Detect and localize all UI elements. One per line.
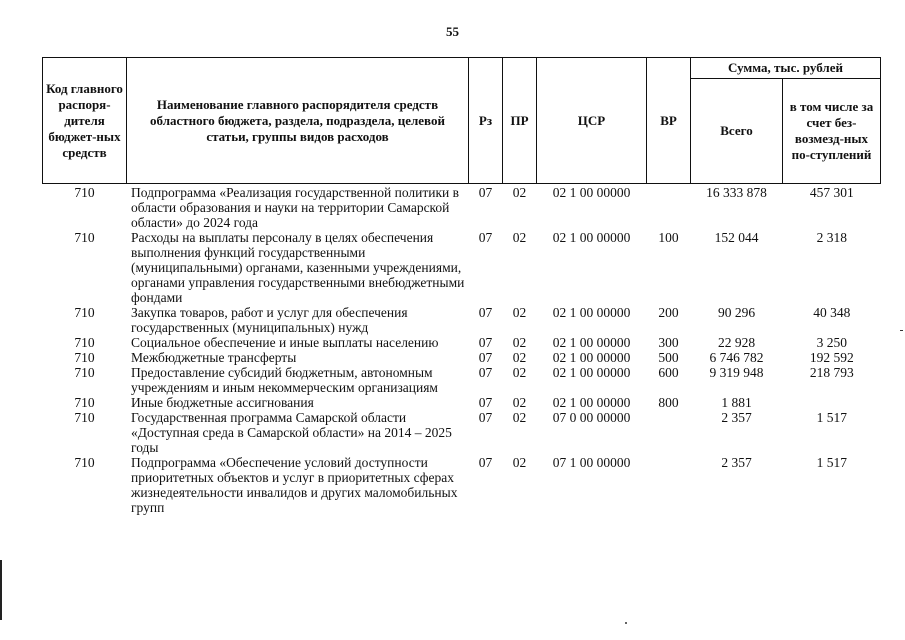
header-name: Наименование главного распорядителя средств областного бюджета, раздела, подраздела, целевой статьи, группы видов расходов [127, 58, 469, 184]
cell-code: 710 [74, 185, 95, 200]
cell-code: 710 [74, 230, 95, 245]
header-code: Код главного распоря-дителя бюджет-ных средств [43, 58, 127, 184]
table-row [43, 184, 881, 231]
cell-csr: 02 1 00 00000 [552, 185, 631, 200]
cell-code: 710 [74, 335, 95, 350]
header-pr: ПР [503, 58, 537, 184]
cell-csr: 02 1 00 00000 [552, 395, 631, 410]
cell-name: Подпрограмма «Обеспечение условий доступности приоритетных объектов и услуг в приоритетных сферах жизнедеятельности инвалидов и других маломобильных групп [131, 455, 458, 515]
header-rz: Рз [469, 58, 503, 184]
table-row [43, 230, 881, 305]
cell-pr: 02 [512, 335, 527, 350]
table-row [43, 455, 881, 515]
cell-total: 2 357 [721, 410, 752, 425]
cell-csr: 07 0 00 00000 [552, 410, 631, 425]
cell-vr [647, 410, 691, 455]
cell-csr: 02 1 00 00000 [552, 365, 631, 380]
cell-total: 6 746 782 [709, 350, 764, 365]
cell-rz: 07 [478, 365, 493, 380]
cell-pr: 02 [512, 365, 527, 380]
cell-total: 22 928 [717, 335, 756, 350]
cell-vr: 600 [658, 365, 679, 380]
scan-edge-mark [0, 560, 2, 620]
cell-incl: 40 348 [813, 305, 851, 320]
cell-rz: 07 [478, 455, 493, 470]
page-number: 55 [446, 24, 459, 39]
header-total: Всего [691, 79, 783, 184]
cell-csr: 02 1 00 00000 [552, 230, 631, 245]
header-incl: в том числе за счет без-возмезд-ных по-ступлений [783, 79, 881, 184]
budget-table [42, 57, 881, 515]
cell-pr: 02 [512, 350, 527, 365]
table-row [43, 350, 881, 365]
cell-incl: 2 318 [816, 230, 847, 245]
table-body [43, 184, 881, 516]
cell-code: 710 [74, 350, 95, 365]
cell-incl [783, 395, 881, 410]
cell-incl: 1 517 [816, 410, 847, 425]
cell-vr: 500 [658, 350, 679, 365]
cell-vr: 200 [658, 305, 679, 320]
cell-rz: 07 [478, 395, 493, 410]
cell-rz: 07 [478, 335, 493, 350]
scan-dot [625, 622, 627, 624]
cell-vr [647, 184, 691, 231]
cell-name: Предоставление субсидий бюджетным, автономным учреждениям и иным некоммерческим организациям [131, 365, 438, 395]
cell-pr: 02 [512, 305, 527, 320]
cell-rz: 07 [478, 230, 493, 245]
cell-name: Государственная программа Самарской области «Доступная среда в Самарской области» на 2014 – 2025 годы [131, 410, 452, 455]
cell-rz: 07 [478, 410, 493, 425]
table-row [43, 365, 881, 395]
cell-total: 152 044 [714, 230, 759, 245]
cell-pr: 02 [512, 455, 527, 470]
header-csr: ЦСР [537, 58, 647, 184]
cell-incl: 218 793 [809, 365, 854, 380]
cell-code: 710 [74, 305, 95, 320]
header-sum: Сумма, тыс. рублей [691, 58, 881, 79]
cell-code: 710 [74, 395, 95, 410]
cell-rz: 07 [478, 350, 493, 365]
cell-incl: 457 301 [809, 185, 854, 200]
cell-total: 1 881 [721, 395, 752, 410]
cell-vr [647, 455, 691, 515]
cell-name: Закупка товаров, работ и услуг для обеспечения государственных (муниципальных) нужд [131, 305, 408, 335]
table-row [43, 395, 881, 410]
cell-pr: 02 [512, 230, 527, 245]
cell-total: 16 333 878 [706, 185, 767, 200]
header-vr: ВР [647, 58, 691, 184]
cell-csr: 02 1 00 00000 [552, 305, 631, 320]
cell-pr: 02 [512, 395, 527, 410]
cell-vr: 100 [658, 230, 679, 245]
cell-rz: 07 [478, 305, 493, 320]
cell-name: Подпрограмма «Реализация государственной политики в области образования и науки на территории Самарской области» до 2024 года [131, 185, 460, 230]
cell-csr: 02 1 00 00000 [552, 350, 631, 365]
cell-name: Социальное обеспечение и иные выплаты населению [131, 335, 439, 350]
cell-code: 710 [74, 365, 95, 380]
cell-pr: 02 [512, 185, 527, 200]
cell-name: Расходы на выплаты персоналу в целях обеспечения выполнения функций государственными (муниципальными) органами, казенными учреждениями, органами управления государственными внебюджетными фондами [131, 230, 465, 305]
cell-total: 9 319 948 [709, 365, 764, 380]
cell-pr: 02 [512, 410, 527, 425]
cell-code: 710 [74, 455, 95, 470]
cell-csr: 02 1 00 00000 [552, 335, 631, 350]
cell-incl: 1 517 [816, 455, 847, 470]
cell-name: Межбюджетные трансферты [131, 350, 297, 365]
cell-csr: 07 1 00 00000 [552, 455, 631, 470]
scan-tick-mark [900, 330, 903, 331]
cell-total: 2 357 [721, 455, 752, 470]
cell-incl: 3 250 [816, 335, 847, 350]
table-row [43, 410, 881, 455]
cell-rz: 07 [478, 185, 493, 200]
cell-total: 90 296 [717, 305, 756, 320]
cell-name: Иные бюджетные ассигнования [131, 395, 314, 410]
table-header [43, 58, 881, 184]
cell-vr: 800 [658, 395, 679, 410]
cell-incl: 192 592 [809, 350, 854, 365]
table-row [43, 335, 881, 350]
cell-code: 710 [74, 410, 95, 425]
cell-vr: 300 [658, 335, 679, 350]
table-row [43, 305, 881, 335]
